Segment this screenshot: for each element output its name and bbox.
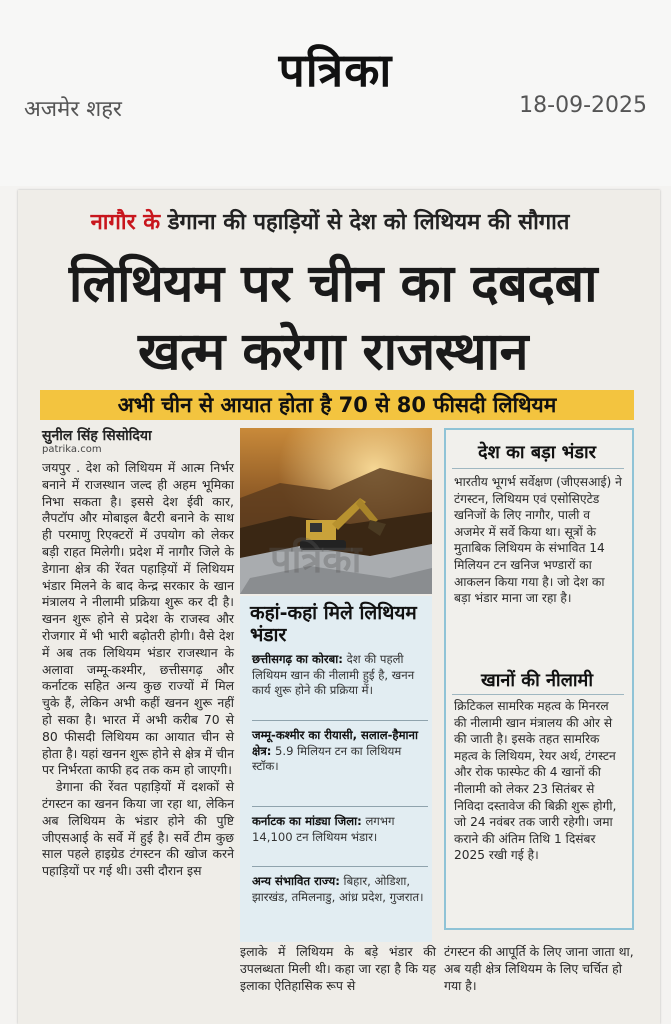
patrika-logo: पत्रिका xyxy=(278,43,393,97)
sidebar-item-jammu-kashmir xyxy=(252,728,428,775)
factbox-heading-auction: खानों की नीलामी xyxy=(480,670,593,691)
factbox-heading-reserve: देश का बड़ा भंडार xyxy=(478,442,596,463)
edition-label: अजमेर शहर xyxy=(24,97,122,122)
kicker-highlight: नागौर के xyxy=(90,210,161,235)
sidebar-divider xyxy=(252,806,428,807)
edition-date: 18-09-2025 xyxy=(519,93,647,118)
sidebar-item-other-states xyxy=(252,874,428,905)
sidebar-item-text: बिहार, ओडिशा, झारखंड, तमिलनाडु, आंध्र प्रदेश, गुजरात। xyxy=(252,874,424,904)
factbox-divider xyxy=(452,694,624,695)
factbox-divider xyxy=(452,468,624,469)
sidebar-item-place: छत्तीसगढ़ का कोरबा: xyxy=(252,652,343,666)
kicker xyxy=(18,206,642,236)
body-column-2: इलाके में लिथियम के बड़े भंडार की उपलब्धता मिली थी। कहा जा रहा है कि यह इलाका ऐतिहासिक रूप से xyxy=(240,944,436,993)
kicker-text: डेगाना की पहाड़ियों से देश को लिथियम की सौगात xyxy=(160,210,570,235)
body-column-3: टंगस्टन की आपूर्ति के लिए जाना जाता था, अब यही क्षेत्र लिथियम के लिए चर्चित हो गया है। xyxy=(444,944,634,993)
body-paragraph: डेगाना की रेंवत पहाड़ियों में दशकों से टंगस्टन का खनन किया जा रहा था, लेकिन अब लिथियम के भंडार होने की पुष्टि जीएसआई के सर्वे में हुई है। सर्वे टीम कुछ साल पहले हाइग्रेड टंगस्टन की खोज करने पहाड़ियों पर गई थी। उसी दौरान इस xyxy=(42,779,234,879)
headline-line-2: खत्म करेगा राजस्थान xyxy=(138,322,528,382)
masthead xyxy=(0,0,671,186)
sidebar-item-chhattisgarh xyxy=(252,652,428,699)
factbox-body-auction: क्रिटिकल सामरिक महत्व के मिनरल की नीलामी खान मंत्रालय की ओर से की जाती है। इसके तहत सामरिक महत्व के लिथियम, रेयर अर्थ, टंगस्टन और रोक फास्फेट की 4 खानों की नीलामी को लेकर 23 सितंबर से निविदा दस्तावेज की बिक्री शुरू होगी, जो 24 नवंबर तक जारी रहेगी। जमा कराने की अंतिम तिथि 1 दिसंबर 2025 रखी गई है। xyxy=(454,699,617,863)
sidebar-item-text: लगभग 14,100 टन लिथियम भंडार। xyxy=(252,814,395,844)
watermark-logo: पत्रिका xyxy=(270,537,362,581)
sidebar-divider xyxy=(252,720,428,721)
headline-line-1: लिथियम पर चीन का दबदबा xyxy=(68,254,598,314)
sidebar-title: कहां-कहां मिले लिथियम भंडार xyxy=(250,602,417,646)
sidebar-divider xyxy=(252,866,428,867)
sidebar-item-text: देश की पहली लिथियम खान की नीलामी हुई है, खनन कार्य शुरू होने की प्रक्रिया में। xyxy=(252,652,415,697)
body-paragraph: जयपुर . देश को लिथियम में आत्म निर्भर बनाने में राजस्थान जल्द ही अहम भूमिका निभा सकता है। इससे देश ईवी कार, लैपटॉप और मोबाइल बैटरी बनाने के साथ ही परमाणु रिएक्टरों में उपयोग को लेकर बड़ी राहत मिलेगी। प्रदेश में नागौर जिले के डेगाना क्षेत्र की रेंवत पहाड़ियों में लिथियम भंडार मिलने के बाद केन्द्र सरकार के खान मंत्रालय ने नीलामी प्रक्रिया शुरू कर दी है। खनन शुरू होने से प्रदेश के राजस्व और रोजगार में भी भारी बढ़ोतरी होगी। वैसे देश में अब तक लिथियम भंडार राजस्थान के अलावा जम्मू-कश्मीर, छत्तीसगढ़ और कर्नाटक सहित अन्य कुछ राज्यों में मिल चुके हैं, लेकिन अभी कहीं खनन शुरू नहीं हो सका है। भारत में अभी करीब 70 से 80 फीसदी लिथियम का आयात चीन से होता है। यहां खनन शुरू होने से क्षेत्र में चीन पर निर्भरता काफी हद तक कम हो जाएगी। xyxy=(42,460,234,778)
body-column-1 xyxy=(42,460,234,880)
sidebar-item-text: 5.9 मिलियन टन का लिथियम स्टॉक। xyxy=(252,743,402,773)
factbox-body-reserve: भारतीय भूगर्भ सर्वेक्षण (जीएसआई) ने टंगस्टन, लिथियम एवं एसोसिएटेड खनिजों के लिए नागौर, पाली व अजमेर में सर्वे किया था। सूत्रों के मुताबिक लिथियम के संभावित 14 मिलियन टन खनिज भण्डारों का आकलन किया गया है। जो देश का बड़ा भंडार माना जा रहा है। xyxy=(454,475,622,606)
sidebar-item-place: अन्य संभावित राज्य: xyxy=(252,874,340,888)
byline-source: patrika.com xyxy=(42,444,102,455)
sidebar-item-place: कर्नाटक का मांड्या जिला: xyxy=(252,814,362,828)
sidebar-item-place: जम्मू-कश्मीर का रीयासी, सलाल-हैमाना क्षेत्र: xyxy=(252,728,418,758)
byline: सुनील सिंह सिसोदिया xyxy=(42,428,152,444)
strapline: अभी चीन से आयात होता है 70 से 80 फीसदी लिथियम xyxy=(40,390,634,420)
sidebar-item-karnataka xyxy=(252,814,428,845)
